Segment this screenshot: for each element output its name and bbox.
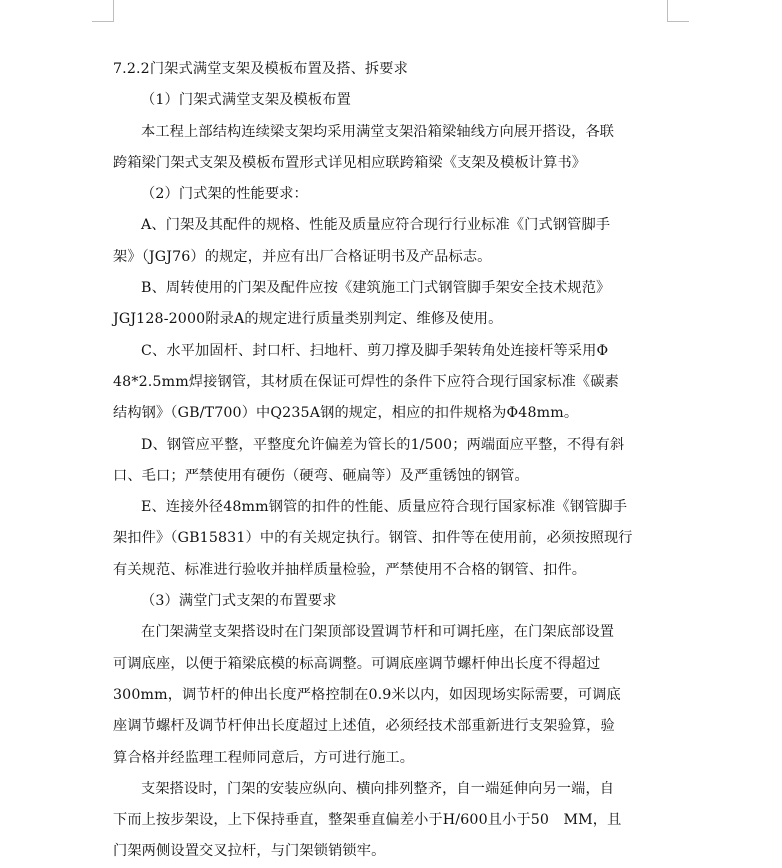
text-line: JGJ128-2000附录A的规定进行质量类别判定、维修及使用。 xyxy=(113,311,503,328)
text-line: 跨箱梁门架式支架及模板布置形式详见相应联跨箱梁《支架及模板计算书》 xyxy=(113,154,587,171)
text-line: 48*2.5mm焊接钢管，其材质在保证可焊性的条件下应符合现行国家标准《碳素 xyxy=(113,373,619,390)
crop-mark-top-right-vertical xyxy=(667,0,668,21)
text-line: （2）门式架的性能要求： xyxy=(141,186,308,203)
text-line: 可调底座，以便于箱梁底模的标高调整。可调底座调节螺杆伸出长度不得超过 xyxy=(113,655,601,672)
text-line: 本工程上部结构连续梁支架均采用满堂支架沿箱梁轴线方向展开搭设，各联 xyxy=(141,123,615,140)
text-line: 座调节螺杆及调节杆伸出长度超过上述值，必须经技术部重新进行支架验算，验 xyxy=(113,718,615,735)
text-line: 支架搭设时，门架的安装应纵向、横向排列整齐，自一端延伸向另一端，自 xyxy=(141,780,615,797)
text-line: A、门架及其配件的规格、性能及质量应符合现行行业标准《门式钢管脚手 xyxy=(141,217,611,234)
text-line: 300mm，调节杆的伸出长度严格控制在0.9米以内，如因现场实际需要，可调底 xyxy=(113,686,621,703)
text-line: （3）满堂门式支架的布置要求 xyxy=(141,593,337,610)
text-line: 架》（JGJ76）的规定，并应有出厂合格证明书及产品标志。 xyxy=(113,248,492,265)
text-line: E、连接外径48mm钢管的扣件的性能、质量应符合现行国家标准《钢管脚手 xyxy=(141,499,628,516)
text-line: B、周转使用的门架及配件应按《建筑施工门式钢管脚手架安全技术规范》 xyxy=(141,280,611,297)
text-line: 下而上按步架设，上下保持垂直，整架垂直偏差小于H/600且小于50 MM，且 xyxy=(113,812,622,829)
text-line: 在门架满堂支架搭设时在门架顶部设置调节杆和可调托座，在门架底部设置 xyxy=(141,624,615,641)
text-line: 口、毛口；严禁使用有硬伤（硬弯、砸扁等）及严重锈蚀的钢管。 xyxy=(113,467,529,484)
crop-mark-top-left-vertical xyxy=(113,0,114,21)
text-line: D、钢管应平整，平整度允许偏差为管长的1/500；两端面应平整，不得有斜 xyxy=(141,436,625,453)
crop-mark-top-left-horizontal xyxy=(92,21,114,22)
text-line: 结构钢》（GB/T700）中Q235A钢的规定，相应的扣件规格为Φ48mm。 xyxy=(113,405,579,422)
text-line: C、水平加固杆、封口杆、扫地杆、剪刀撑及脚手架转角处连接杆等采用Φ xyxy=(141,342,609,359)
text-line: 门架两侧设置交叉拉杆，与门架锁销锁牢。 xyxy=(113,843,386,860)
text-line: 有关规范、标准进行验收并抽样质量检验，严禁使用不合格的钢管、扣件。 xyxy=(113,561,587,578)
crop-mark-top-right-horizontal xyxy=(667,21,689,22)
text-line: 7.2.2门架式满堂支架及模板布置及搭、拆要求 xyxy=(113,61,408,77)
text-line: 算合格并经监理工程师同意后，方可进行施工。 xyxy=(113,749,415,766)
document-body xyxy=(113,54,669,868)
text-line: （1）门架式满堂支架及模板布置 xyxy=(141,92,351,109)
text-line: 架扣件》（GB15831）中的有关规定执行。钢管、扣件等在使用前，必须按照现行 xyxy=(113,530,633,547)
